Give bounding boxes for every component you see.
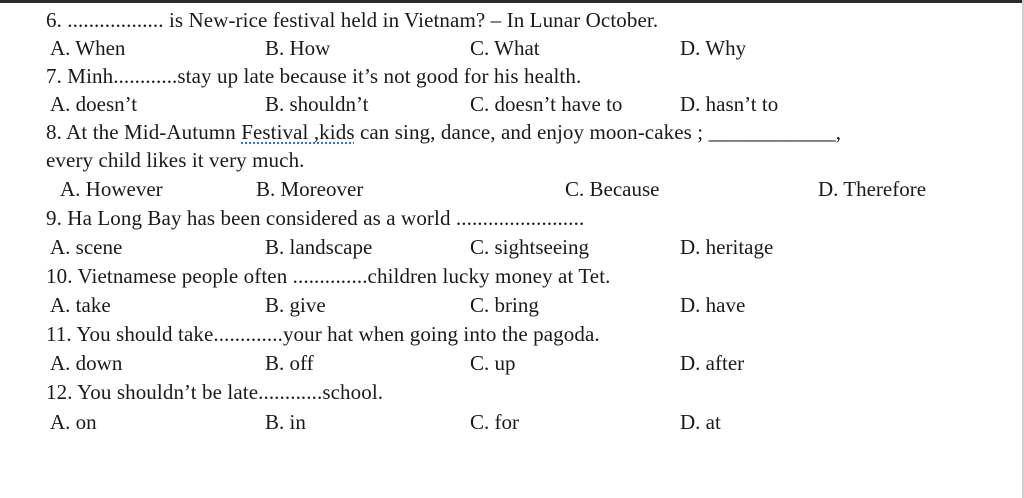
- question-10-option-d: D. have: [680, 293, 746, 317]
- question-11-option-b: B. off: [265, 351, 314, 375]
- question-6-option-d: D. Why: [680, 36, 747, 60]
- question-8-option-d: D. Therefore: [818, 177, 927, 201]
- question-11-option-a: A. down: [50, 351, 123, 375]
- question-8-option-b: B. Moreover: [256, 177, 364, 201]
- question-11-stem: 11. You should take.............your hat when going into the pagoda.: [46, 322, 600, 346]
- question-10-option-a: A. take: [50, 293, 111, 317]
- question-7-option-c: C. doesn’t have to: [470, 92, 623, 116]
- question-7-option-a: A. doesn’t: [50, 92, 138, 116]
- question-10-stem: 10. Vietnamese people often ..............children lucky money at Tet.: [46, 264, 611, 288]
- question-10-option-c: C. bring: [470, 293, 539, 317]
- question-7-stem: 7. Minh............stay up late because it’s not good for his health.: [46, 64, 582, 88]
- question-9-option-b: B. landscape: [265, 235, 373, 259]
- question-6-stem: 6. .................. is New-rice festival held in Vietnam? – In Lunar October.: [46, 8, 659, 32]
- question-12-option-b: B. in: [265, 410, 306, 434]
- question-12-option-c: C. for: [470, 410, 519, 434]
- question-10-option-b: B. give: [265, 293, 326, 317]
- question-8-stem-part-1: 8. At the Mid-Autumn: [46, 120, 242, 144]
- question-12-option-a: A. on: [50, 410, 97, 434]
- question-8-option-c: C. Because: [565, 177, 660, 201]
- question-8-stem-underlined: Festival ,kids: [241, 120, 355, 144]
- question-6-option-b: B. How: [265, 36, 331, 60]
- question-9-option-c: C. sightseeing: [470, 235, 589, 259]
- question-11-option-c: C. up: [470, 351, 516, 375]
- question-9-option-a: A. scene: [50, 235, 123, 259]
- question-7-option-d: D. hasn’t to: [680, 92, 779, 116]
- question-8-stem-part-2: can sing, dance, and enjoy moon-cakes ; ____________,: [354, 120, 842, 144]
- question-8-option-a: A. However: [60, 177, 163, 201]
- question-8-stem-continued: every child likes it very much.: [46, 148, 305, 172]
- question-12-stem: 12. You shouldn’t be late............school.: [46, 380, 384, 404]
- question-9-stem: 9. Ha Long Bay has been considered as a world ........................: [46, 206, 585, 230]
- question-12-option-d: D. at: [680, 410, 721, 434]
- question-9-option-d: D. heritage: [680, 235, 774, 259]
- question-11-option-d: D. after: [680, 351, 745, 375]
- question-6-option-c: C. What: [470, 36, 540, 60]
- question-8-stem: [46, 120, 841, 144]
- question-6-option-a: A. When: [50, 36, 126, 60]
- question-7-option-b: B. shouldn’t: [265, 92, 369, 116]
